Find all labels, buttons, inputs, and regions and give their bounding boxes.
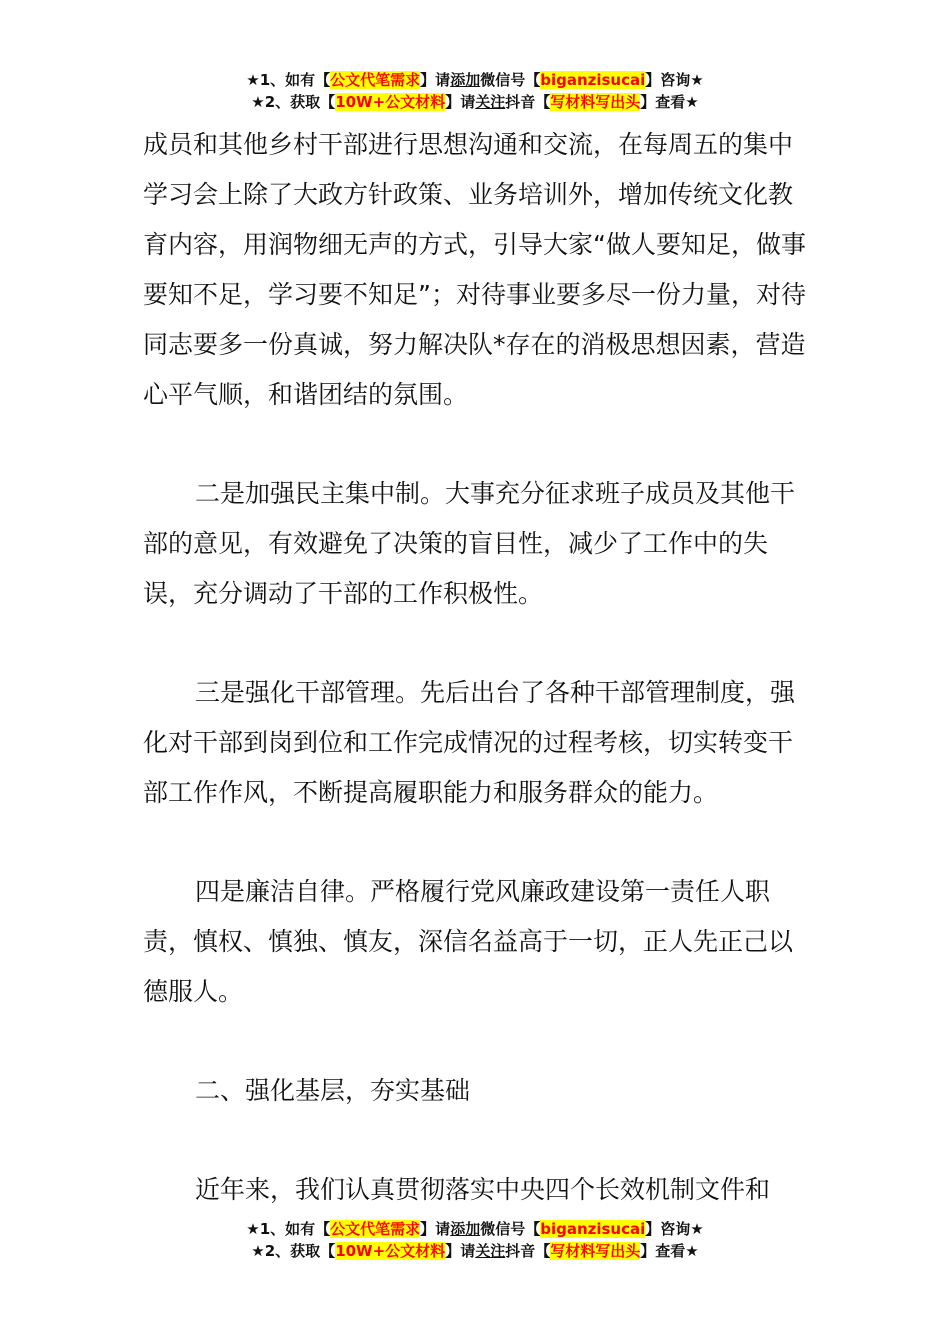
paragraph-cadre-management: 三是强化干部管理。先后出台了各种干部管理制度，强化对干部到岗到位和工作完成情况的过程考核，切实转变干部工作作风，不断提高履职能力和服务群众的能力。 xyxy=(143,678,796,807)
highlight-douyin: 写材料写出头 xyxy=(550,1242,641,1260)
section-heading: 二、强化基层，夯实基础 xyxy=(195,1076,471,1105)
highlight-materials: 10W+公文材料 xyxy=(335,1242,446,1260)
highlight-wechat-id: biganzisucai xyxy=(540,1220,646,1238)
paragraph-continued: 成员和其他乡村干部进行思想沟通和交流，在每周五的集中学习会上除了大政方针政策、业务培训外，增加传统文化教育内容，用润物细无声的方式，引导大家“做人要知足，做事要知不足，学习要不知足”；对待事业要多尽一份力量，对待同志要多一份真诚，努力解决队*存在的消极思想因素，营造心平气顺，和谐团结的氛围。 xyxy=(143,130,806,409)
paragraph-recent-years: 近年来，我们认真贯彻落实中央四个长效机制文件和 xyxy=(195,1175,771,1204)
footer-banner xyxy=(0,1218,950,1262)
highlight-wechat-id: biganzisucai xyxy=(540,71,646,89)
paragraph-democratic-centralism: 二是加强民主集中制。大事充分征求班子成员及其他干部的意见，有效避免了决策的盲目性，减少了工作中的失误，充分调动了干部的工作积极性。 xyxy=(143,479,796,608)
highlight-materials: 10W+公文材料 xyxy=(335,93,446,111)
highlight-service: 公文代笔需求 xyxy=(330,71,421,89)
highlight-service: 公文代笔需求 xyxy=(330,1220,421,1238)
header-banner xyxy=(0,69,950,113)
highlight-douyin: 写材料写出头 xyxy=(550,93,641,111)
document-body xyxy=(143,120,808,1215)
banner-line-1: ★1、如有【公文代笔需求】请添加微信号【biganzisucai】咨询★ xyxy=(246,1220,704,1238)
banner-line-1: ★1、如有【公文代笔需求】请添加微信号【biganzisucai】咨询★ xyxy=(246,71,704,89)
paragraph-self-discipline: 四是廉洁自律。严格履行党风廉政建设第一责任人职责，慎权、慎独、慎友，深信名益高于一切，正人先正己以德服人。 xyxy=(143,877,794,1006)
banner-line-2: ★2、获取【10W+公文材料】请关注抖音【写材料写出头】查看★ xyxy=(251,93,699,111)
banner-line-2: ★2、获取【10W+公文材料】请关注抖音【写材料写出头】查看★ xyxy=(251,1242,699,1260)
